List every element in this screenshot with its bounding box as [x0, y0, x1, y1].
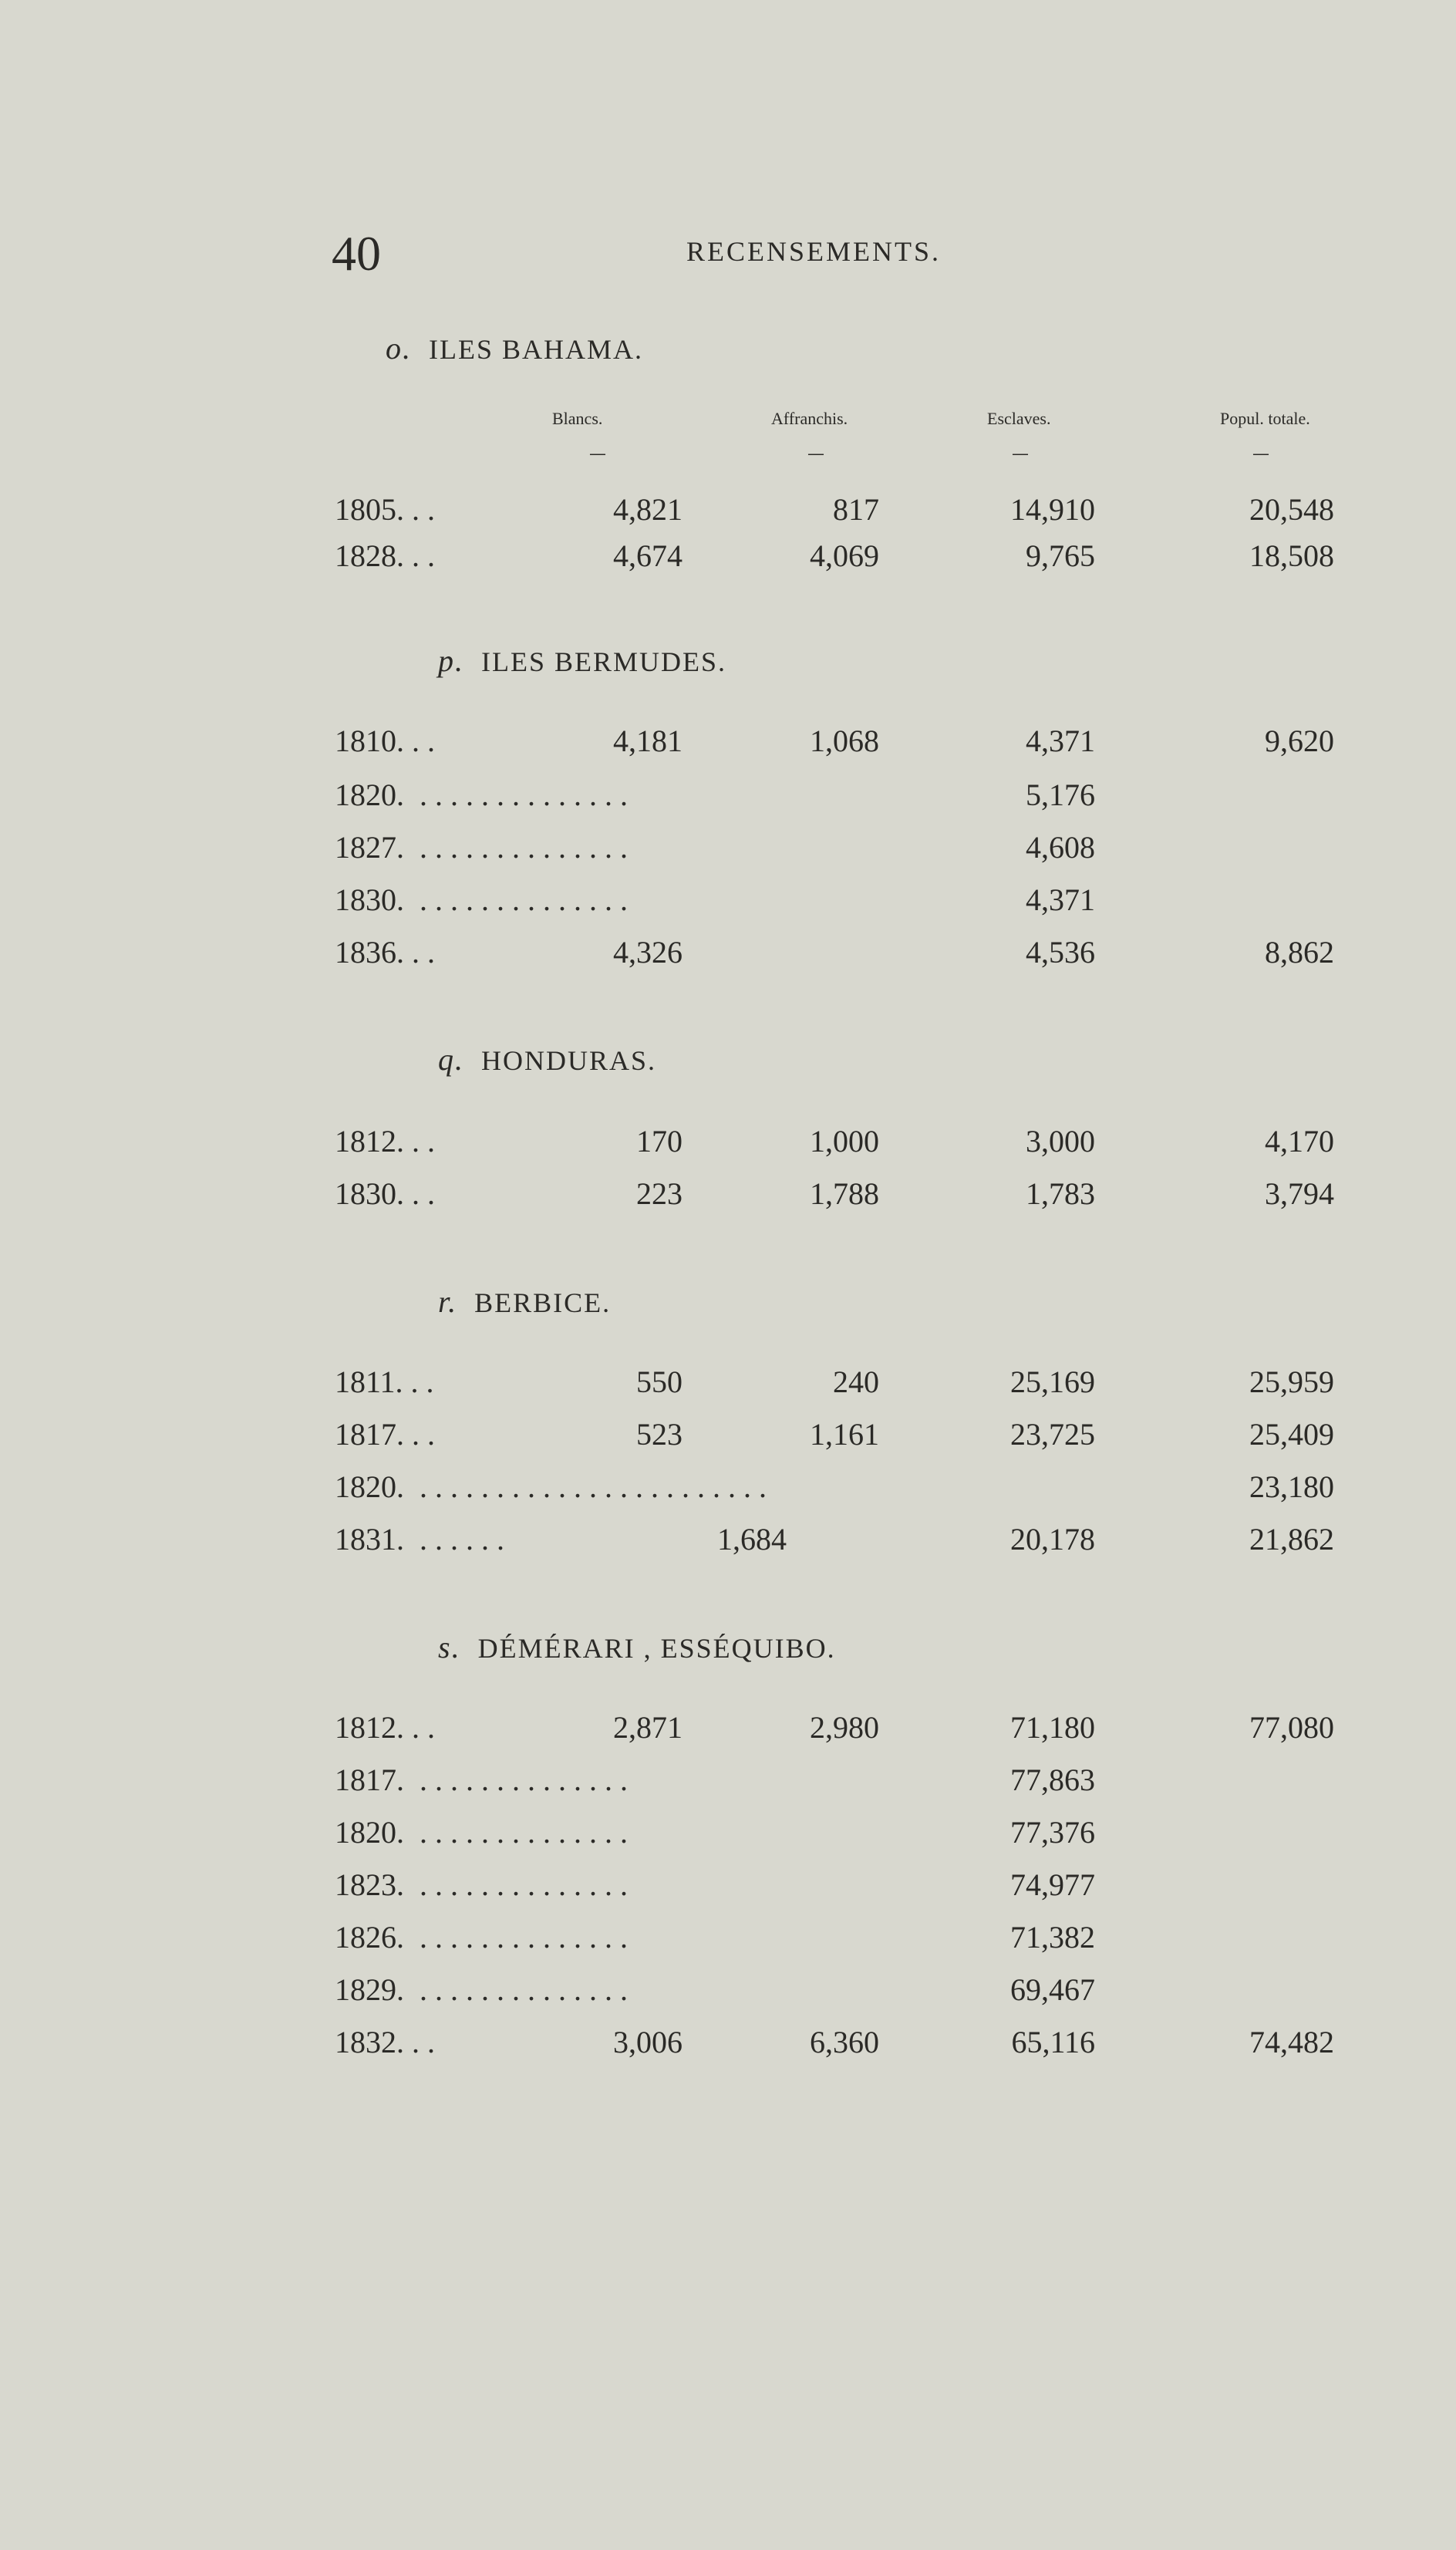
header-total: Popul. totale. [1220, 409, 1310, 428]
dot-leader: . . . . . . . . . . . . . . [420, 830, 628, 865]
cell-affranchis: 4,069 [810, 538, 879, 573]
row-year: 1811. . . [335, 1364, 434, 1399]
cell-esclaves: 1,783 [1026, 1176, 1095, 1211]
section-name: DÉMÉRARI , ESSÉQUIBO. [477, 1633, 836, 1664]
section-name: BERBICE. [474, 1287, 612, 1318]
row-year: 1823. [335, 1867, 404, 1902]
row-year: 1826. [335, 1920, 404, 1955]
dot-leader: . . . . . . . . . . . . . . . . . . . . . . . [420, 1469, 767, 1504]
row-year: 1810. . . [335, 724, 435, 758]
section-name: ILES BAHAMA. [429, 334, 644, 365]
cell-blancs: 4,326 [613, 935, 682, 970]
cell-affranchis: 6,360 [810, 2025, 879, 2059]
cell-esclaves: 4,608 [1026, 830, 1095, 865]
cell-esclaves: 77,863 [1010, 1762, 1095, 1797]
header-dash: — [807, 444, 824, 464]
cell-esclaves: 3,000 [1026, 1124, 1095, 1159]
cell-blancs: 170 [636, 1124, 682, 1159]
header-affranchis: Affranchis. [771, 409, 848, 428]
cell-esclaves: 4,371 [1026, 724, 1095, 758]
header-dash: — [1012, 444, 1029, 464]
dot-leader: . . . . . . . . . . . . . . [420, 1920, 628, 1955]
section-name: ILES BERMUDES. [481, 646, 727, 677]
cell-affranchis: 817 [833, 492, 879, 527]
section-letter: p. [438, 643, 464, 678]
cell-affranchis: 240 [833, 1364, 879, 1399]
section-title-bahama [386, 330, 643, 366]
cell-blancs: 4,674 [613, 538, 682, 573]
dot-leader: . . . . . . . . . . . . . . [420, 1867, 628, 1902]
cell-blancs: 550 [636, 1364, 682, 1399]
header-esclaves: Esclaves. [987, 409, 1051, 428]
cell-total: 77,080 [1249, 1710, 1334, 1745]
section-letter: q. [438, 1042, 464, 1077]
cell-affranchis: 1,788 [810, 1176, 879, 1211]
cell-blancs: 223 [636, 1176, 682, 1211]
cell-total: 18,508 [1249, 538, 1334, 573]
cell-total: 4,170 [1265, 1124, 1334, 1159]
row-year: 1830. [335, 882, 404, 917]
dot-leader: . . . . . . . . . . . . . . [420, 1762, 628, 1797]
cell-affranchis: 1,000 [810, 1124, 879, 1159]
header-dash: — [589, 444, 606, 464]
section-title-bermudes [438, 643, 726, 679]
cell-esclaves: 69,467 [1010, 1972, 1095, 2007]
cell-total: 20,548 [1249, 492, 1334, 527]
cell-total: 25,959 [1249, 1364, 1334, 1399]
cell-affranchis: 1,684 [717, 1522, 787, 1557]
section-title-berbice [438, 1283, 611, 1320]
section-letter: r. [438, 1284, 458, 1319]
dot-leader: . . . . . . . . . . . . . . [420, 777, 628, 812]
cell-esclaves: 23,725 [1010, 1417, 1095, 1452]
section-letter: o. [386, 331, 412, 366]
cell-total: 74,482 [1249, 2025, 1334, 2059]
cell-total: 23,180 [1249, 1469, 1334, 1504]
cell-blancs: 523 [636, 1417, 682, 1452]
cell-total: 25,409 [1249, 1417, 1334, 1452]
dot-leader: . . . . . . . . . . . . . . [420, 1972, 628, 2007]
row-year: 1805. . . [335, 492, 435, 527]
cell-esclaves: 14,910 [1010, 492, 1095, 527]
cell-esclaves: 74,977 [1010, 1867, 1095, 1902]
running-title: RECENSEMENTS. [686, 236, 942, 267]
cell-total: 9,620 [1265, 724, 1334, 758]
row-year: 1828. . . [335, 538, 435, 573]
header-blancs: Blancs. [552, 409, 603, 428]
row-year: 1820. [335, 1815, 404, 1850]
cell-esclaves: 65,116 [1011, 2025, 1095, 2059]
row-year: 1827. [335, 830, 404, 865]
cell-esclaves: 25,169 [1010, 1364, 1095, 1399]
row-year: 1830. . . [335, 1176, 435, 1211]
cell-blancs: 2,871 [613, 1710, 682, 1745]
row-year: 1812. . . [335, 1124, 435, 1159]
cell-esclaves: 4,536 [1026, 935, 1095, 970]
cell-affranchis: 2,980 [810, 1710, 879, 1745]
cell-blancs: 3,006 [613, 2025, 682, 2059]
cell-esclaves: 5,176 [1026, 777, 1095, 812]
dot-leader: . . . . . . [420, 1522, 504, 1557]
cell-esclaves: 77,376 [1010, 1815, 1095, 1850]
row-year: 1836. . . [335, 935, 435, 970]
cell-blancs: 4,181 [613, 724, 682, 758]
dot-leader: . . . . . . . . . . . . . . [420, 882, 628, 917]
dot-leader: . . . . . . . . . . . . . . [420, 1815, 628, 1850]
row-year: 1820. [335, 1469, 404, 1504]
header-dash: — [1252, 444, 1269, 464]
page-number: 40 [332, 226, 381, 281]
row-year: 1820. [335, 777, 404, 812]
cell-esclaves: 9,765 [1026, 538, 1095, 573]
cell-esclaves: 71,382 [1010, 1920, 1095, 1955]
cell-affranchis: 1,068 [810, 724, 879, 758]
cell-total: 3,794 [1265, 1176, 1334, 1211]
section-title-demerari [438, 1629, 836, 1665]
section-name: HONDURAS. [481, 1045, 657, 1076]
section-letter: s. [438, 1630, 461, 1665]
cell-total: 8,862 [1265, 935, 1334, 970]
section-title-honduras [438, 1041, 656, 1078]
row-year: 1829. [335, 1972, 404, 2007]
row-year: 1831. [335, 1522, 404, 1557]
cell-total: 21,862 [1249, 1522, 1334, 1557]
row-year: 1817. . . [335, 1417, 435, 1452]
cell-esclaves: 20,178 [1010, 1522, 1095, 1557]
row-year: 1817. [335, 1762, 404, 1797]
cell-esclaves: 4,371 [1026, 882, 1095, 917]
row-year: 1812. . . [335, 1710, 435, 1745]
cell-blancs: 4,821 [613, 492, 682, 527]
cell-esclaves: 71,180 [1010, 1710, 1095, 1745]
cell-affranchis: 1,161 [810, 1417, 879, 1452]
row-year: 1832. . . [335, 2025, 435, 2059]
